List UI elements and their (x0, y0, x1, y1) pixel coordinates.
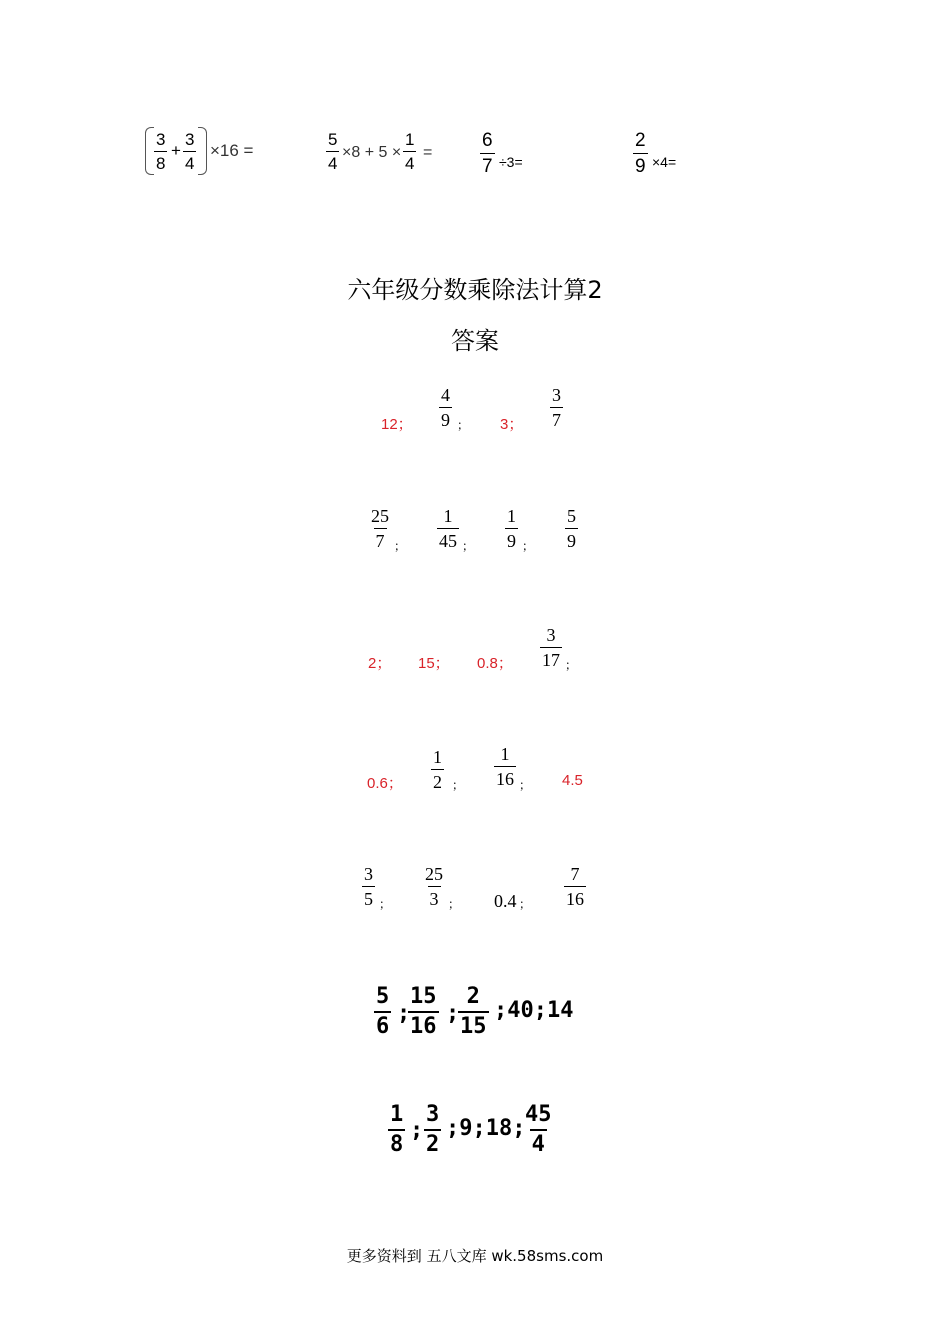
fraction: $\frac{45}{4}$ (525, 1102, 552, 1157)
separator: ; (446, 1001, 460, 1026)
left-paren (145, 127, 154, 175)
problem-tail: ÷3= (499, 154, 523, 170)
answer-value: 4.5 (562, 772, 583, 789)
separator: ; (410, 1118, 424, 1143)
fraction: $\frac{3}{17}$ (542, 625, 560, 670)
fraction: $\frac{3}{8}$ (156, 130, 166, 173)
footer-text: 更多资料到 五八文库 wk.58sms.com (346, 1247, 604, 1265)
fraction: $\frac{2}{9}$ (635, 130, 646, 177)
right-paren (198, 127, 207, 175)
problem-tail: ×16 = (210, 141, 254, 160)
plus-sign: + (171, 141, 181, 160)
answer-tail: ;40;14 (494, 998, 574, 1023)
fraction: $\frac{1}{9}$ (507, 506, 516, 551)
separator: ； (379, 897, 392, 911)
answer-value: 0.4 (494, 891, 517, 911)
fraction: $\frac{3}{5}$ (364, 864, 373, 909)
fraction: $\frac{1}{4}$ (405, 130, 415, 173)
answer-value: 0.6； (367, 775, 403, 792)
separator: ； (462, 539, 475, 553)
fraction: $\frac{15}{16}$ (410, 984, 437, 1039)
fraction: $\frac{3}{4}$ (185, 130, 195, 173)
problem-tail: = (423, 144, 433, 161)
fraction: $\frac{25}{7}$ (371, 506, 389, 551)
separator: ； (565, 658, 578, 672)
answer-mid: ;9;18; (446, 1116, 526, 1141)
fraction: $\frac{25}{3}$ (425, 864, 443, 909)
separator: ； (394, 539, 407, 553)
answer-value: 2； (368, 655, 392, 672)
separator: ; (397, 1001, 411, 1026)
problem-mid: ×8 + 5 × (342, 144, 402, 161)
answer-value: 15； (418, 655, 450, 672)
separator: ； (448, 897, 461, 911)
fraction: $\frac{5}{9}$ (567, 506, 576, 551)
fraction: $\frac{5}{6}$ (376, 984, 390, 1039)
fraction: $\frac{1}{2}$ (433, 747, 442, 792)
fraction: $\frac{6}{7}$ (482, 130, 493, 177)
fraction: $\frac{7}{16}$ (566, 864, 584, 909)
page-title: 六年级分数乘除法计算2 (347, 276, 603, 304)
fraction: $\frac{2}{15}$ (460, 984, 487, 1039)
fraction: $\frac{4}{9}$ (441, 385, 450, 430)
separator: ； (519, 897, 532, 911)
separator: ； (519, 778, 532, 792)
fraction: $\frac{5}{4}$ (328, 130, 338, 173)
answer-value: 3； (500, 416, 524, 433)
fraction: $\frac{1}{16}$ (496, 744, 514, 789)
problem-tail: ×4= (652, 154, 677, 170)
separator: ； (452, 778, 465, 792)
answer-value: 12； (381, 416, 413, 433)
fraction: $\frac{3}{2}$ (426, 1102, 440, 1157)
fraction: $\frac{1}{45}$ (439, 506, 457, 551)
separator: ； (522, 539, 535, 553)
separator: ； (457, 418, 470, 432)
answer-value: 0.8； (477, 655, 513, 672)
answer-heading: 答案 (451, 327, 499, 355)
fraction: $\frac{1}{8}$ (390, 1102, 404, 1157)
fraction: $\frac{3}{7}$ (552, 385, 561, 430)
